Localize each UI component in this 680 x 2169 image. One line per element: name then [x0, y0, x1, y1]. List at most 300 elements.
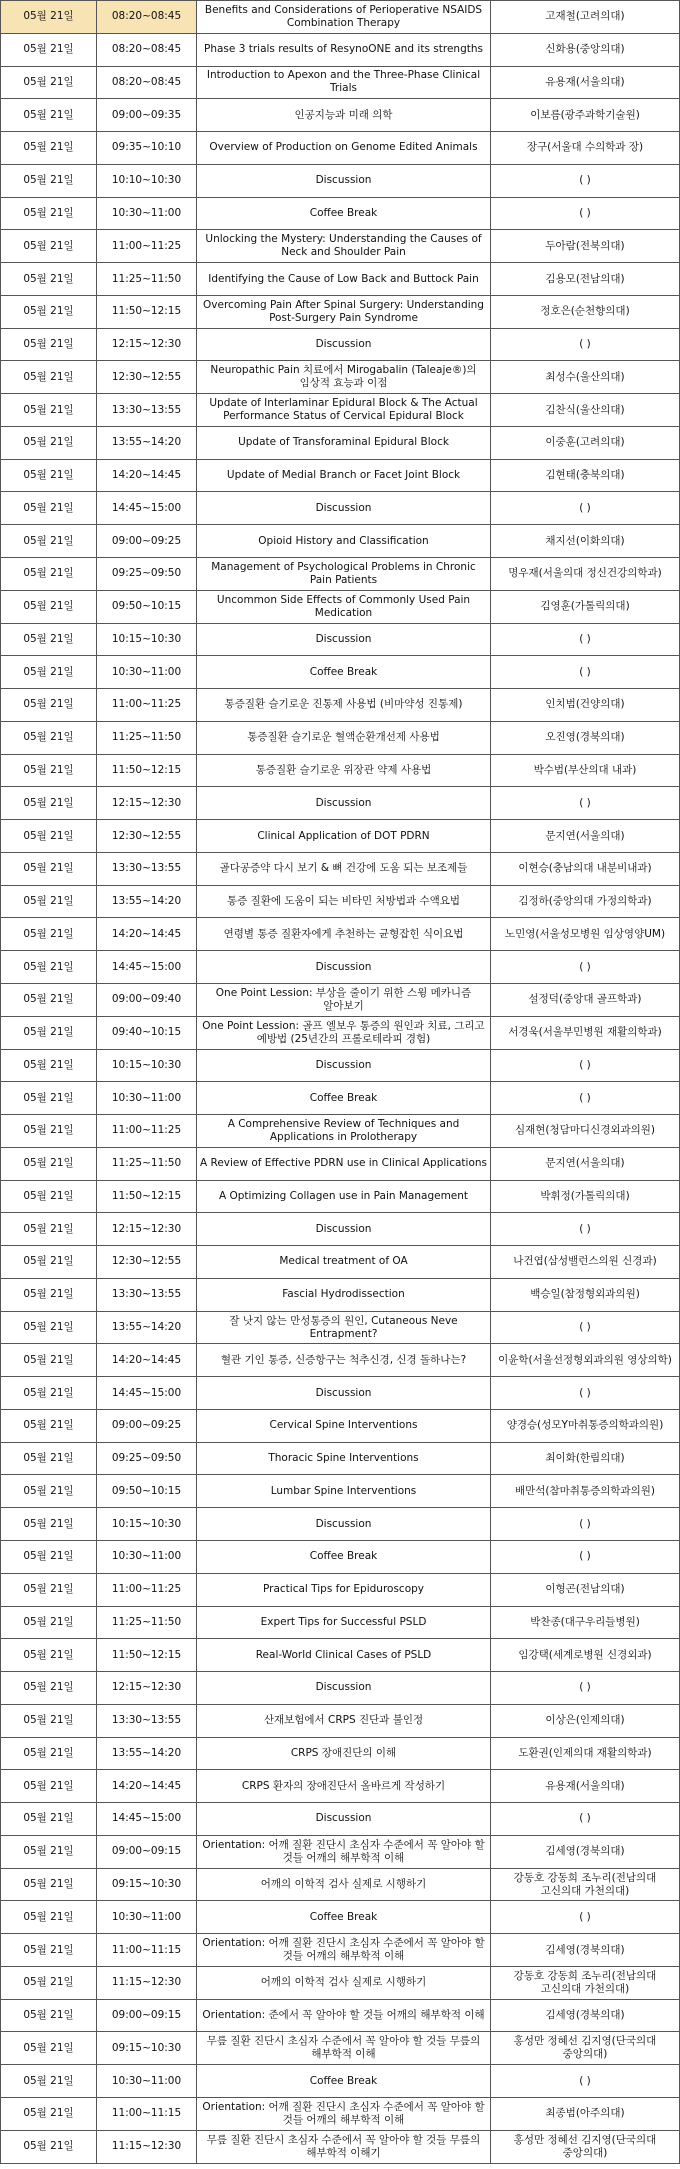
table-row	[1, 1442, 680, 1475]
time-cell: 10:10~10:30	[97, 164, 197, 197]
title-cell: Phase 3 trials results of ResynoONE and its strengths	[197, 33, 491, 66]
table-row	[1, 1147, 680, 1180]
table-row	[1, 459, 680, 492]
title-cell: Introduction to Apexon and the Three-Phase Clinical Trials	[197, 66, 491, 99]
date-cell: 05월 21일	[1, 754, 97, 787]
time-cell: 08:20~08:45	[97, 66, 197, 99]
time-cell: 13:55~14:20	[97, 885, 197, 918]
time-cell: 10:30~11:00	[97, 656, 197, 689]
table-row	[1, 1803, 680, 1836]
time-cell: 11:50~12:15	[97, 1180, 197, 1213]
title-cell: Orientation: 어깨 질환 진단시 초심자 수준에서 꼭 알아야 할 것들 어깨의 해부학적 이해	[197, 1934, 491, 1967]
title-cell: CRPS 환자의 장애진단서 올바르게 작성하기	[197, 1770, 491, 1803]
title-cell: Coffee Break	[197, 1082, 491, 1115]
title-cell: Discussion	[197, 623, 491, 656]
speaker-cell: 이윤학(서울선정형외과의원 영상의학)	[491, 1344, 680, 1377]
date-cell: 05월 21일	[1, 1377, 97, 1410]
title-cell: Expert Tips for Successful PSLD	[197, 1606, 491, 1639]
speaker-cell: 인치범(건양의대)	[491, 689, 680, 722]
time-cell: 10:30~11:00	[97, 197, 197, 230]
date-cell: 05월 21일	[1, 263, 97, 296]
time-cell: 14:45~15:00	[97, 951, 197, 984]
title-cell: Clinical Application of DOT PDRN	[197, 820, 491, 853]
speaker-cell: 박수범(부산의대 내과)	[491, 754, 680, 787]
speaker-cell: ( )	[491, 1901, 680, 1934]
time-cell: 10:30~11:00	[97, 2065, 197, 2098]
date-cell: 05월 21일	[1, 525, 97, 558]
speaker-cell: ( )	[491, 1049, 680, 1082]
date-cell: 05월 21일	[1, 1115, 97, 1148]
time-cell: 09:15~10:30	[97, 2032, 197, 2065]
date-cell: 05월 21일	[1, 2065, 97, 2098]
date-cell: 05월 21일	[1, 787, 97, 820]
title-cell: Update of Transforaminal Epidural Block	[197, 426, 491, 459]
title-cell: Benefits and Considerations of Perioperative NSAIDS Combination Therapy	[197, 1, 491, 34]
title-cell: Discussion	[197, 492, 491, 525]
table-row	[1, 885, 680, 918]
title-cell: Update of Interlaminar Epidural Block & The Actual Performance Status of Cervical Epidural Block	[197, 394, 491, 427]
date-cell: 05월 21일	[1, 426, 97, 459]
title-cell: Coffee Break	[197, 656, 491, 689]
speaker-cell: ( )	[491, 656, 680, 689]
title-cell: Update of Medial Branch or Facet Joint Block	[197, 459, 491, 492]
speaker-cell: ( )	[491, 623, 680, 656]
time-cell: 13:55~14:20	[97, 1311, 197, 1344]
title-cell: A Review of Effective PDRN use in Clinical Applications	[197, 1147, 491, 1180]
date-cell: 05월 21일	[1, 885, 97, 918]
table-row	[1, 525, 680, 558]
speaker-cell: 임강택(세계로병원 신경외과)	[491, 1639, 680, 1672]
date-cell: 05월 21일	[1, 328, 97, 361]
time-cell: 10:15~10:30	[97, 1049, 197, 1082]
speaker-cell: ( )	[491, 164, 680, 197]
date-cell: 05월 21일	[1, 2032, 97, 2065]
time-cell: 11:00~11:15	[97, 2098, 197, 2131]
title-cell: 어깨의 이학적 검사 실제로 시행하기	[197, 1868, 491, 1901]
speaker-cell: ( )	[491, 1082, 680, 1115]
speaker-cell: 최이화(한림의대)	[491, 1442, 680, 1475]
speaker-cell: 두아람(전북의대)	[491, 230, 680, 263]
time-cell: 11:00~11:15	[97, 1934, 197, 1967]
speaker-cell: 이형곤(전남의대)	[491, 1573, 680, 1606]
date-cell: 05월 21일	[1, 1868, 97, 1901]
table-row	[1, 230, 680, 263]
title-cell: Opioid History and Classification	[197, 525, 491, 558]
title-cell: 인공지능과 미래 의학	[197, 99, 491, 132]
table-row	[1, 1278, 680, 1311]
speaker-cell: 이현승(충남의대 내분비내과)	[491, 852, 680, 885]
speaker-cell: 김정하(중앙의대 가정의학과)	[491, 885, 680, 918]
time-cell: 09:50~10:15	[97, 590, 197, 623]
date-cell: 05월 21일	[1, 1180, 97, 1213]
title-cell: Discussion	[197, 1049, 491, 1082]
time-cell: 12:30~12:55	[97, 361, 197, 394]
title-cell: 골다공증약 다시 보기 & 뼈 건강에 도움 되는 보조제들	[197, 852, 491, 885]
time-cell: 11:25~11:50	[97, 263, 197, 296]
time-cell: 09:40~10:15	[97, 1016, 197, 1049]
table-row	[1, 721, 680, 754]
speaker-cell: 박찬종(대구우리들병원)	[491, 1606, 680, 1639]
speaker-cell: 노민영(서울성모병원 임상영양UM)	[491, 918, 680, 951]
table-row	[1, 1049, 680, 1082]
title-cell: Discussion	[197, 787, 491, 820]
time-cell: 12:15~12:30	[97, 787, 197, 820]
table-row	[1, 426, 680, 459]
table-row	[1, 33, 680, 66]
date-cell: 05월 21일	[1, 1803, 97, 1836]
time-cell: 11:15~12:30	[97, 2130, 197, 2163]
time-cell: 11:00~11:25	[97, 1573, 197, 1606]
speaker-cell: ( )	[491, 1672, 680, 1705]
time-cell: 10:30~11:00	[97, 1901, 197, 1934]
title-cell: One Point Lession: 부상을 줄이기 위한 스윙 메카니즘 알아보기	[197, 983, 491, 1016]
table-row	[1, 1082, 680, 1115]
date-cell: 05월 21일	[1, 66, 97, 99]
date-cell: 05월 21일	[1, 99, 97, 132]
title-cell: Uncommon Side Effects of Commonly Used Pain Medication	[197, 590, 491, 623]
table-row	[1, 1311, 680, 1344]
date-cell: 05월 21일	[1, 820, 97, 853]
time-cell: 10:15~10:30	[97, 623, 197, 656]
title-cell: Coffee Break	[197, 197, 491, 230]
time-cell: 09:25~09:50	[97, 1442, 197, 1475]
date-cell: 05월 21일	[1, 1934, 97, 1967]
table-row	[1, 1246, 680, 1279]
speaker-cell: 김찬식(울산의대)	[491, 394, 680, 427]
date-cell: 05월 21일	[1, 2098, 97, 2131]
time-cell: 11:00~11:25	[97, 689, 197, 722]
speaker-cell: 서경욱(서울부민병원 재활의학과)	[491, 1016, 680, 1049]
title-cell: Orientation: 준에서 꼭 알아야 할 것들 어깨의 해부학적 이해	[197, 1999, 491, 2032]
title-cell: Discussion	[197, 1377, 491, 1410]
title-cell: 연령별 통증 질환자에게 추천하는 균형잡힌 식이요법	[197, 918, 491, 951]
table-row	[1, 263, 680, 296]
title-cell: Discussion	[197, 1672, 491, 1705]
speaker-cell: 장구(서울대 수의학과 장)	[491, 132, 680, 165]
table-row	[1, 2065, 680, 2098]
date-cell: 05월 21일	[1, 33, 97, 66]
table-row	[1, 787, 680, 820]
title-cell: Neuropathic Pain 치료에서 Mirogabalin (Taleaje®)의 임상적 효능과 이점	[197, 361, 491, 394]
date-cell: 05월 21일	[1, 983, 97, 1016]
time-cell: 12:30~12:55	[97, 1246, 197, 1279]
table-row	[1, 1, 680, 34]
speaker-cell: ( )	[491, 197, 680, 230]
title-cell: 무릎 질환 진단시 초심자 수준에서 꼭 알아야 할 것들 무릎의 해부학적 이해기	[197, 2130, 491, 2163]
speaker-cell: 강동호 강동희 조누리(전남의대 고신의대 가천의대)	[491, 1966, 680, 1999]
speaker-cell: 김세영(경북의대)	[491, 1835, 680, 1868]
table-row	[1, 1737, 680, 1770]
speaker-cell: 최성수(울산의대)	[491, 361, 680, 394]
speaker-cell: ( )	[491, 787, 680, 820]
date-cell: 05월 21일	[1, 1770, 97, 1803]
title-cell: Discussion	[197, 164, 491, 197]
title-cell: 혈관 기인 통증, 신증항구는 척추신경, 신경 돌하나는?	[197, 1344, 491, 1377]
speaker-cell: 최종범(아주의대)	[491, 2098, 680, 2131]
speaker-cell: 김세영(경북의대)	[491, 1999, 680, 2032]
table-row	[1, 2098, 680, 2131]
title-cell: 통증질환 슬기로운 위장관 약제 사용법	[197, 754, 491, 787]
date-cell: 05월 21일	[1, 1082, 97, 1115]
speaker-cell: 강동호 강동희 조누리(전남의대 고신의대 가천의대)	[491, 1868, 680, 1901]
table-row	[1, 1835, 680, 1868]
speaker-cell: 유용재(서울의대)	[491, 66, 680, 99]
date-cell: 05월 21일	[1, 1999, 97, 2032]
title-cell: A Comprehensive Review of Techniques and Applications in Prolotherapy	[197, 1115, 491, 1148]
title-cell: Thoracic Spine Interventions	[197, 1442, 491, 1475]
date-cell: 05월 21일	[1, 1016, 97, 1049]
table-row	[1, 918, 680, 951]
table-row	[1, 1377, 680, 1410]
speaker-cell: ( )	[491, 1508, 680, 1541]
table-row	[1, 1770, 680, 1803]
table-row	[1, 1508, 680, 1541]
speaker-cell: ( )	[491, 1377, 680, 1410]
title-cell: Discussion	[197, 328, 491, 361]
speaker-cell: 나건엽(삼성밸런스의원 신경과)	[491, 1246, 680, 1279]
time-cell: 11:15~12:30	[97, 1966, 197, 1999]
table-row	[1, 1704, 680, 1737]
speaker-cell: ( )	[491, 1213, 680, 1246]
date-cell: 05월 21일	[1, 1, 97, 34]
date-cell: 05월 21일	[1, 1540, 97, 1573]
speaker-cell: 백승일(참정형외과의원)	[491, 1278, 680, 1311]
table-row	[1, 754, 680, 787]
title-cell: 통증질환 슬기로운 혈액순환개선제 사용법	[197, 721, 491, 754]
time-cell: 09:15~10:30	[97, 1868, 197, 1901]
table-row	[1, 361, 680, 394]
title-cell: Identifying the Cause of Low Back and Buttock Pain	[197, 263, 491, 296]
speaker-cell: 명우재(서울의대 정신건강의학과)	[491, 558, 680, 591]
time-cell: 14:45~15:00	[97, 492, 197, 525]
time-cell: 10:15~10:30	[97, 1508, 197, 1541]
date-cell: 05월 21일	[1, 2130, 97, 2163]
speaker-cell: 김세영(경북의대)	[491, 1934, 680, 1967]
date-cell: 05월 21일	[1, 459, 97, 492]
title-cell: Orientation: 어깨 질환 진단시 초심자 수준에서 꼭 알아야 할 것들 어깨의 해부학적 이해	[197, 2098, 491, 2131]
date-cell: 05월 21일	[1, 492, 97, 525]
table-row	[1, 197, 680, 230]
speaker-cell: ( )	[491, 1803, 680, 1836]
table-row	[1, 1999, 680, 2032]
date-cell: 05월 21일	[1, 1344, 97, 1377]
time-cell: 12:15~12:30	[97, 1213, 197, 1246]
time-cell: 11:50~12:15	[97, 754, 197, 787]
time-cell: 11:50~12:15	[97, 1639, 197, 1672]
title-cell: Lumbar Spine Interventions	[197, 1475, 491, 1508]
table-row	[1, 1901, 680, 1934]
speaker-cell: ( )	[491, 1311, 680, 1344]
time-cell: 08:20~08:45	[97, 33, 197, 66]
title-cell: 산재보험에서 CRPS 진단과 불인정	[197, 1704, 491, 1737]
table-row	[1, 1344, 680, 1377]
date-cell: 05월 21일	[1, 1508, 97, 1541]
date-cell: 05월 21일	[1, 1737, 97, 1770]
speaker-cell: ( )	[491, 328, 680, 361]
title-cell: CRPS 장애진단의 이해	[197, 1737, 491, 1770]
title-cell: Coffee Break	[197, 1901, 491, 1934]
table-row	[1, 1966, 680, 1999]
date-cell: 05월 21일	[1, 1966, 97, 1999]
date-cell: 05월 21일	[1, 1475, 97, 1508]
speaker-cell: 이상은(인제의대)	[491, 1704, 680, 1737]
time-cell: 09:00~09:40	[97, 983, 197, 1016]
table-row	[1, 590, 680, 623]
title-cell: 잘 낫지 않는 만성통증의 원인, Cutaneous Neve Entrapment?	[197, 1311, 491, 1344]
time-cell: 09:35~10:10	[97, 132, 197, 165]
title-cell: Discussion	[197, 951, 491, 984]
table-row	[1, 1540, 680, 1573]
title-cell: Discussion	[197, 1213, 491, 1246]
table-row	[1, 328, 680, 361]
time-cell: 14:20~14:45	[97, 1344, 197, 1377]
speaker-cell: 정호은(순천향의대)	[491, 295, 680, 328]
table-row	[1, 1934, 680, 1967]
title-cell: Management of Psychological Problems in Chronic Pain Patients	[197, 558, 491, 591]
speaker-cell: 김현태(충북의대)	[491, 459, 680, 492]
title-cell: A Optimizing Collagen use in Pain Management	[197, 1180, 491, 1213]
time-cell: 13:55~14:20	[97, 1737, 197, 1770]
table-row	[1, 656, 680, 689]
table-row	[1, 492, 680, 525]
date-cell: 05월 21일	[1, 1147, 97, 1180]
time-cell: 13:30~13:55	[97, 1704, 197, 1737]
date-cell: 05월 21일	[1, 1442, 97, 1475]
title-cell: One Point Lession: 골프 엘보우 통증의 원인과 치료, 그리고 예방법 (25년간의 프롤로테라피 경험)	[197, 1016, 491, 1049]
date-cell: 05월 21일	[1, 230, 97, 263]
table-row	[1, 66, 680, 99]
time-cell: 10:30~11:00	[97, 1540, 197, 1573]
date-cell: 05월 21일	[1, 1213, 97, 1246]
speaker-cell: 도환권(인제의대 재활의학과)	[491, 1737, 680, 1770]
date-cell: 05월 21일	[1, 1049, 97, 1082]
title-cell: Discussion	[197, 1508, 491, 1541]
schedule-body	[1, 1, 680, 2164]
title-cell: Coffee Break	[197, 2065, 491, 2098]
speaker-cell: ( )	[491, 1540, 680, 1573]
table-row	[1, 132, 680, 165]
table-row	[1, 1475, 680, 1508]
table-row	[1, 2032, 680, 2065]
speaker-cell: 유용재(서울의대)	[491, 1770, 680, 1803]
speaker-cell: 문지연(서울의대)	[491, 820, 680, 853]
date-cell: 05월 21일	[1, 1639, 97, 1672]
date-cell: 05월 21일	[1, 1704, 97, 1737]
title-cell: 통증질환 슬기로운 진통제 사용법 (비마약성 진통제)	[197, 689, 491, 722]
table-row	[1, 1606, 680, 1639]
speaker-cell: 채지선(이화의대)	[491, 525, 680, 558]
date-cell: 05월 21일	[1, 295, 97, 328]
table-row	[1, 1180, 680, 1213]
table-row	[1, 1409, 680, 1442]
date-cell: 05월 21일	[1, 361, 97, 394]
speaker-cell: 신화용(중앙의대)	[491, 33, 680, 66]
title-cell: 통증 질환에 도움이 되는 비타민 처방법과 수액요법	[197, 885, 491, 918]
title-cell: Discussion	[197, 1803, 491, 1836]
date-cell: 05월 21일	[1, 1573, 97, 1606]
speaker-cell: 김용모(전남의대)	[491, 263, 680, 296]
time-cell: 14:45~15:00	[97, 1377, 197, 1410]
table-row	[1, 951, 680, 984]
time-cell: 09:00~09:15	[97, 1835, 197, 1868]
date-cell: 05월 21일	[1, 1278, 97, 1311]
date-cell: 05월 21일	[1, 1311, 97, 1344]
date-cell: 05월 21일	[1, 164, 97, 197]
speaker-cell: 이중훈(고려의대)	[491, 426, 680, 459]
time-cell: 12:30~12:55	[97, 820, 197, 853]
speaker-cell: 배만석(참마취통증의학과의원)	[491, 1475, 680, 1508]
date-cell: 05월 21일	[1, 394, 97, 427]
speaker-cell: 고재철(고려의대)	[491, 1, 680, 34]
time-cell: 14:20~14:45	[97, 918, 197, 951]
table-row	[1, 1213, 680, 1246]
speaker-cell: 홍성만 정혜선 김지영(단국의대 중앙의대)	[491, 2032, 680, 2065]
date-cell: 05월 21일	[1, 852, 97, 885]
table-row	[1, 2130, 680, 2163]
time-cell: 11:00~11:25	[97, 230, 197, 263]
date-cell: 05월 21일	[1, 951, 97, 984]
title-cell: Fascial Hydrodissection	[197, 1278, 491, 1311]
time-cell: 11:50~12:15	[97, 295, 197, 328]
title-cell: Overview of Production on Genome Edited Animals	[197, 132, 491, 165]
date-cell: 05월 21일	[1, 1901, 97, 1934]
date-cell: 05월 21일	[1, 1835, 97, 1868]
speaker-cell: 설정덕(중앙대 골프학과)	[491, 983, 680, 1016]
table-row	[1, 295, 680, 328]
time-cell: 09:00~09:25	[97, 525, 197, 558]
title-cell: Real-World Clinical Cases of PSLD	[197, 1639, 491, 1672]
speaker-cell: ( )	[491, 492, 680, 525]
table-row	[1, 1639, 680, 1672]
date-cell: 05월 21일	[1, 1246, 97, 1279]
time-cell: 11:00~11:25	[97, 1115, 197, 1148]
date-cell: 05월 21일	[1, 1672, 97, 1705]
date-cell: 05월 21일	[1, 132, 97, 165]
title-cell: Orientation: 어깨 질환 진단시 초심자 수준에서 꼭 알아야 할 것들 어깨의 해부학적 이해	[197, 1835, 491, 1868]
date-cell: 05월 21일	[1, 558, 97, 591]
speaker-cell: 이보름(광주과학기술원)	[491, 99, 680, 132]
table-row	[1, 558, 680, 591]
time-cell: 09:50~10:15	[97, 1475, 197, 1508]
date-cell: 05월 21일	[1, 721, 97, 754]
date-cell: 05월 21일	[1, 656, 97, 689]
speaker-cell: 심재현(청담마디신경외과의원)	[491, 1115, 680, 1148]
title-cell: Cervical Spine Interventions	[197, 1409, 491, 1442]
speaker-cell: ( )	[491, 2065, 680, 2098]
time-cell: 09:00~09:35	[97, 99, 197, 132]
title-cell: 무릎 질환 진단시 초심자 수준에서 꼭 알아야 할 것들 무릎의 해부학적 이해	[197, 2032, 491, 2065]
time-cell: 13:30~13:55	[97, 1278, 197, 1311]
table-row	[1, 1115, 680, 1148]
time-cell: 14:20~14:45	[97, 459, 197, 492]
time-cell: 12:15~12:30	[97, 1672, 197, 1705]
speaker-cell: 오진영(경북의대)	[491, 721, 680, 754]
time-cell: 13:55~14:20	[97, 426, 197, 459]
date-cell: 05월 21일	[1, 689, 97, 722]
title-cell: Practical Tips for Epiduroscopy	[197, 1573, 491, 1606]
speaker-cell: ( )	[491, 951, 680, 984]
time-cell: 08:20~08:45	[97, 1, 197, 34]
date-cell: 05월 21일	[1, 623, 97, 656]
table-row	[1, 99, 680, 132]
time-cell: 09:00~09:15	[97, 1999, 197, 2032]
speaker-cell: 문지연(서울의대)	[491, 1147, 680, 1180]
speaker-cell: 양경승(성모Y마취통증의학과의원)	[491, 1409, 680, 1442]
title-cell: Overcoming Pain After Spinal Surgery: Understanding Post-Surgery Pain Syndrome	[197, 295, 491, 328]
time-cell: 12:15~12:30	[97, 328, 197, 361]
table-row	[1, 1573, 680, 1606]
time-cell: 11:25~11:50	[97, 1606, 197, 1639]
